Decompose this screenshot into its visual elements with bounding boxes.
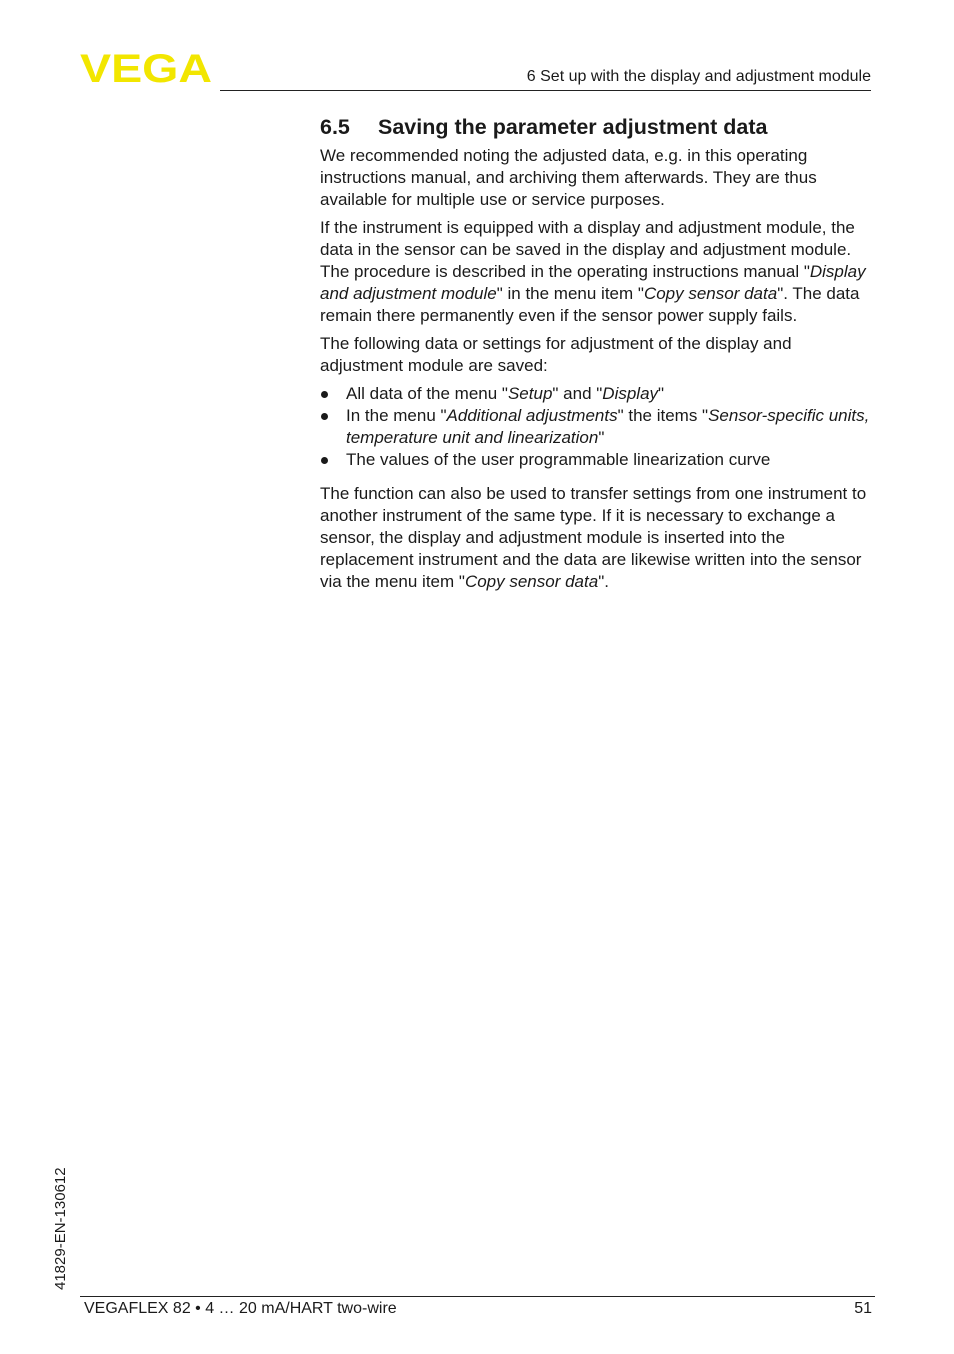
paragraph-4: The function can also be used to transfer settings from one instrument to another instrument of the same type. If it is necessary to exchange a sensor, the display and adjustment module is inserted into the replacement instrument and the data are likewise written into the sensor via the menu item "Copy sensor data". — [320, 484, 867, 591]
bullet-icon — [321, 391, 328, 398]
menu-reference: Display and adjustment module — [320, 262, 866, 303]
paragraph-3: The following data or settings for adjustment of the display and adjustment module are saved: — [320, 334, 792, 375]
saved-items-list — [320, 383, 872, 471]
page-number: 51 — [854, 1300, 872, 1317]
list-item: In the menu "Additional adjustments" the items "Sensor-specific units, temperature unit and linearization" — [320, 405, 872, 449]
list-item: The values of the user programmable linearization curve — [320, 449, 872, 471]
section-heading — [320, 114, 768, 140]
list-item: All data of the menu "Setup" and "Display" — [320, 383, 872, 405]
footer-divider — [80, 1296, 875, 1297]
body-text — [320, 145, 872, 599]
section-title: Saving the parameter adjustment data — [378, 115, 768, 139]
section-number: 6.5 — [320, 115, 350, 139]
running-header-title: 6 Set up with the display and adjustment module — [526, 68, 871, 85]
footer-product: VEGAFLEX 82 • 4 … 20 mA/HART two-wire — [84, 1300, 397, 1317]
menu-reference: Copy sensor data — [643, 284, 778, 303]
menu-reference: Copy sensor data — [464, 572, 599, 591]
running-header — [220, 68, 871, 91]
document-code: 41829-EN-130612 — [52, 1167, 69, 1290]
paragraph-1: We recommended noting the adjusted data, e.g. in this operating instructions manual, and archiving them afterwards. They are thus available for multiple use or service purposes. — [320, 146, 817, 209]
vega-logo — [80, 50, 214, 84]
bullet-icon — [321, 457, 328, 464]
svg-text:VEGA: VEGA — [80, 50, 212, 84]
paragraph-2: If the instrument is equipped with a display and adjustment module, the data in the sensor can be saved in the display and adjustment module. The procedure is described in the operating instructions manual "Display and adjustment module" in the menu item "Copy sensor data". The data remain there permanently even if the sensor power supply fails. — [320, 218, 866, 325]
bullet-icon — [321, 413, 328, 420]
